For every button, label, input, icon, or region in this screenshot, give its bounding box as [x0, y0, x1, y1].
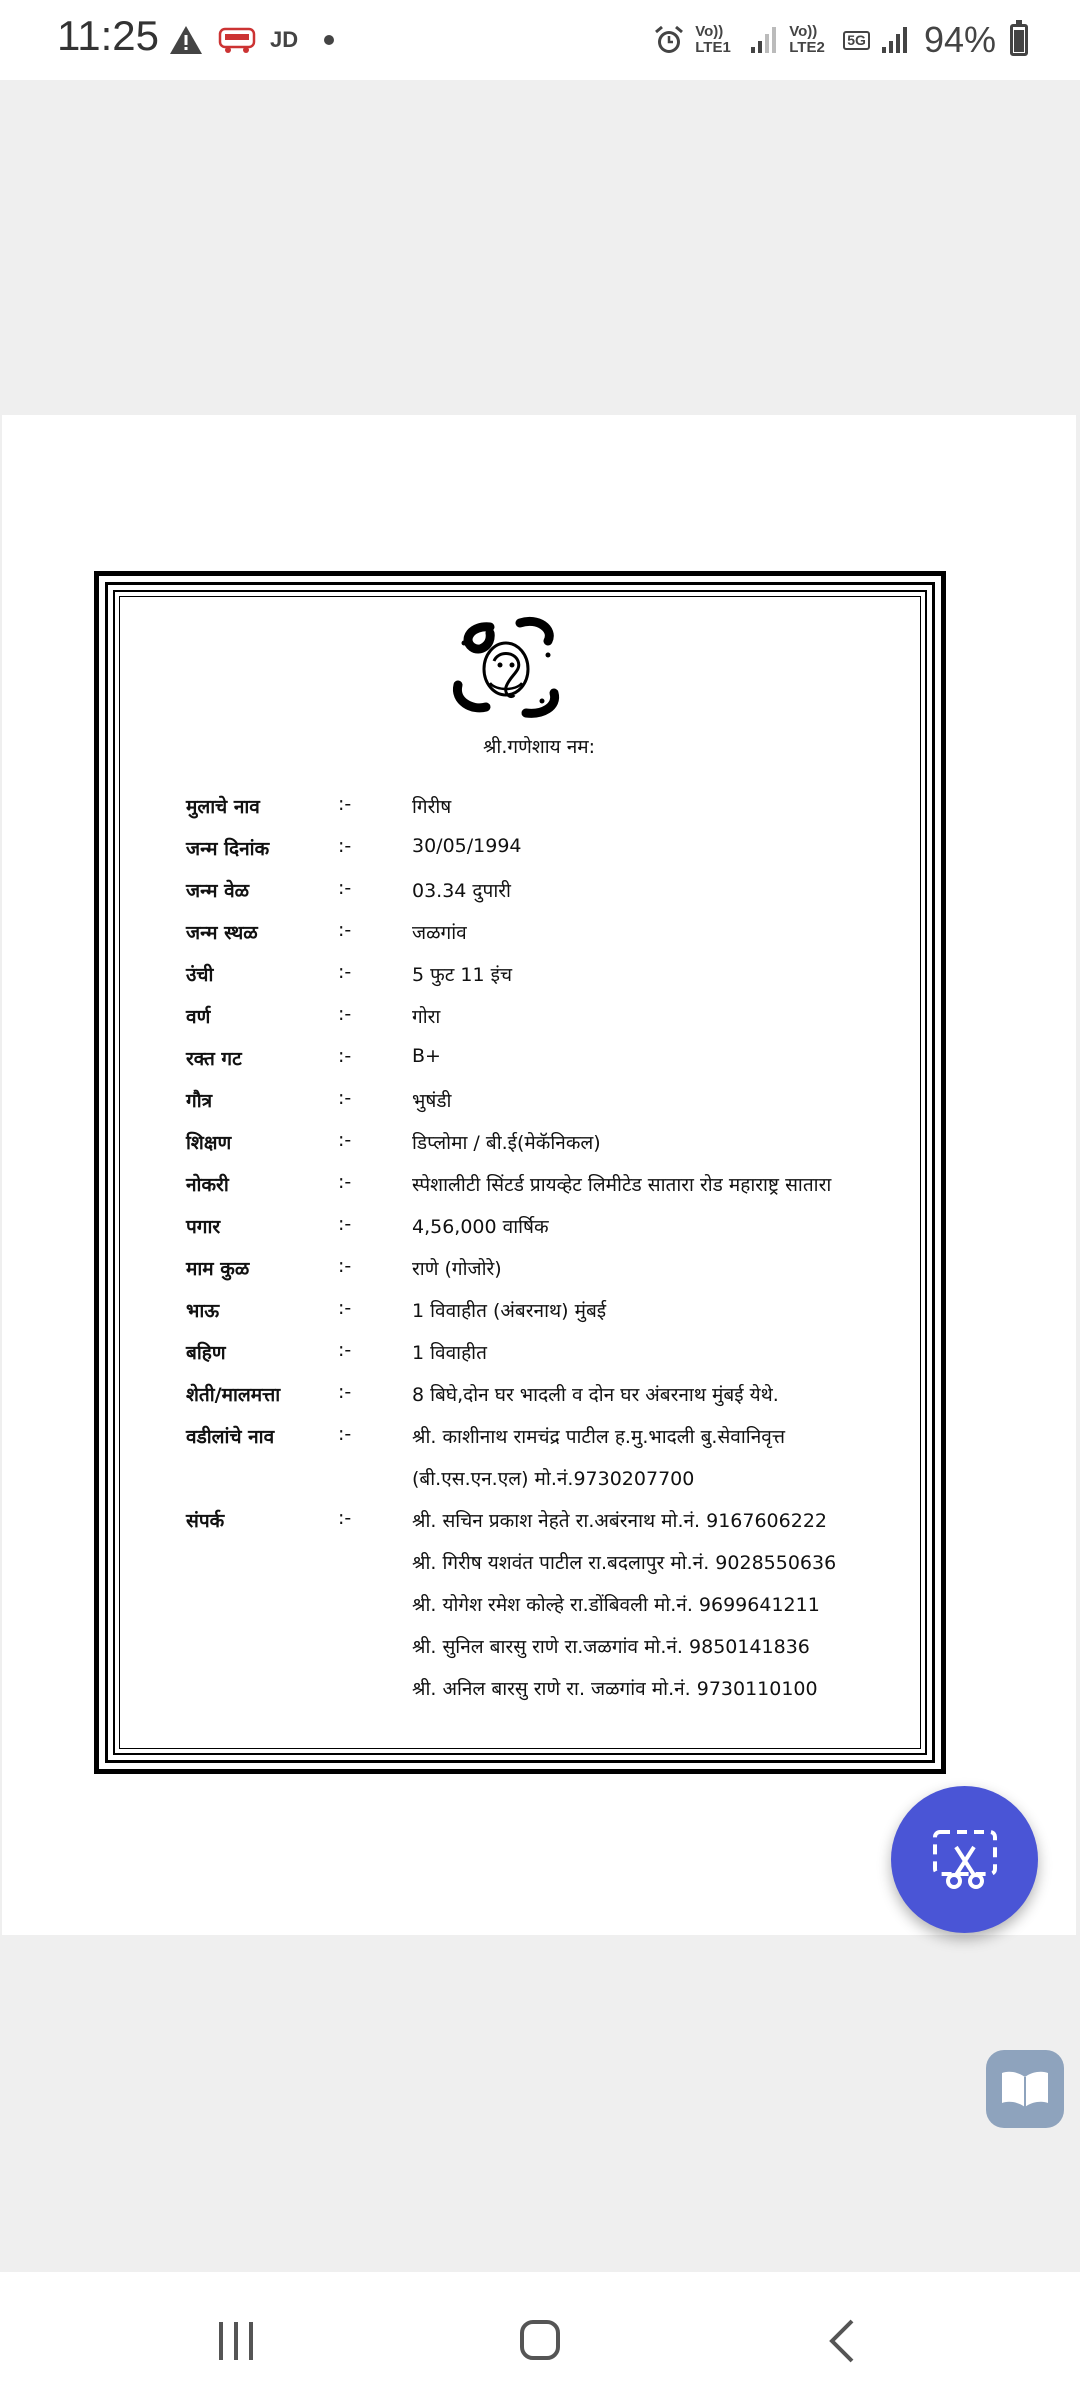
row-separator: :-: [338, 1507, 352, 1529]
row-value: गिरीष: [412, 796, 452, 818]
document-page: [2, 415, 1076, 1935]
row-label: जन्म वेळ: [186, 880, 250, 902]
row-value: राणे (गोजोरे): [412, 1258, 502, 1280]
jd-app-label: JD: [270, 27, 299, 52]
row-label: रक्त गट: [186, 1048, 242, 1070]
blessing-heading: श्री.गणेशाय नम:: [482, 736, 596, 758]
row-separator: :-: [338, 1339, 352, 1361]
row-value: गोरा: [412, 1006, 441, 1028]
row-separator: :-: [338, 1087, 352, 1109]
row-value: 4,56,000 वार्षिक: [412, 1216, 549, 1238]
row-separator: :-: [338, 1171, 352, 1193]
screenshot-crop-button[interactable]: [891, 1786, 1038, 1933]
row-label: माम कुळ: [186, 1258, 250, 1280]
row-label: शिक्षण: [186, 1132, 232, 1154]
row-value: श्री. काशीनाथ रामचंद्र पाटील ह.मु.भादली बु.सेवानिवृत्त: [412, 1426, 785, 1448]
warning-icon: [168, 24, 204, 56]
signal-icon-2: [880, 25, 910, 55]
row-value: श्री. सचिन प्रकाश नेहते रा.अबंरनाथ मो.नं. 9167606222: [412, 1510, 827, 1532]
row-separator: :-: [338, 1129, 352, 1151]
battery-percent: 94%: [923, 19, 996, 60]
row-separator: :-: [338, 877, 352, 899]
status-right-icons: [653, 18, 1028, 62]
row-value: (बी.एस.एन.एल) मो.नं.9730207700: [412, 1468, 695, 1490]
row-value: श्री. अनिल बारसु राणे रा. जळगांव मो.नं. 9730110100: [412, 1678, 818, 1700]
row-value: B+: [412, 1045, 441, 1067]
bus-app-icon: [218, 26, 256, 54]
signal-icon-1: [749, 25, 779, 55]
row-separator: :-: [338, 961, 352, 983]
row-value: श्री. योगेश रमेश कोल्हे रा.डोंबिवली मो.नं. 9699641211: [412, 1594, 820, 1616]
row-separator: :-: [338, 1423, 352, 1445]
reader-mode-button[interactable]: [986, 2050, 1064, 2128]
network-lte1: Vo)) LTE1: [695, 23, 731, 56]
status-left-icons: [168, 20, 334, 60]
row-value: 1 विवाहीत: [412, 1342, 487, 1364]
row-value: 5 फुट 11 इंच: [412, 964, 513, 986]
row-value: 1 विवाहीत (अंबरनाथ) मुंबई: [412, 1300, 607, 1322]
network-5g-badge: 5G: [843, 31, 870, 50]
battery-icon: [1010, 24, 1028, 56]
row-value: जळगांव: [412, 922, 467, 944]
alarm-icon: [653, 24, 685, 56]
row-separator: :-: [338, 919, 352, 941]
row-label: उंची: [186, 964, 214, 986]
recent-apps-icon[interactable]: [216, 2320, 256, 2362]
row-label: बहिण: [186, 1342, 226, 1364]
row-value: श्री. सुनिल बारसु राणे रा.जळगांव मो.नं. 9850141836: [412, 1636, 810, 1658]
notification-dot: [324, 35, 334, 45]
row-value: 03.34 दुपारी: [412, 880, 511, 902]
row-label: वडीलांचे नाव: [186, 1426, 275, 1448]
row-label: मुलाचे नाव: [186, 796, 260, 818]
row-separator: :-: [338, 1297, 352, 1319]
row-label: संपर्क: [186, 1510, 225, 1532]
reader-mode-icon: [999, 2069, 1051, 2109]
row-value: भुषंडी: [412, 1090, 452, 1112]
screenshot-crop-icon: [932, 1829, 998, 1891]
row-value: डिप्लोमा / बी.ई(मेकॅनिकल): [412, 1132, 601, 1154]
back-icon[interactable]: [826, 2318, 856, 2364]
row-value: 8 बिघे,दोन घर भादली व दोन घर अंबरनाथ मुंबई येथे.: [412, 1384, 779, 1406]
row-separator: :-: [338, 1255, 352, 1277]
row-separator: :-: [338, 1003, 352, 1025]
swastik-ganesh-emblem-icon: [450, 615, 562, 720]
row-label: वर्ण: [186, 1006, 211, 1028]
navigation-bar: [0, 2272, 1080, 2400]
row-label: शेती/मालमत्ता: [186, 1384, 281, 1406]
row-separator: :-: [338, 1213, 352, 1235]
row-value: 30/05/1994: [412, 835, 522, 857]
row-label: गौत्र: [186, 1090, 213, 1112]
row-label: नोकरी: [186, 1174, 229, 1196]
row-separator: :-: [338, 835, 352, 857]
row-label: पगार: [186, 1216, 221, 1238]
status-bar: [0, 0, 1080, 80]
row-separator: :-: [338, 793, 352, 815]
row-label: जन्म स्थळ: [186, 922, 258, 944]
home-icon[interactable]: [519, 2319, 561, 2361]
row-label: जन्म दिनांक: [186, 838, 270, 860]
status-time: 11:25: [57, 12, 159, 59]
network-lte2: Vo)) LTE2: [789, 23, 825, 56]
row-separator: :-: [338, 1381, 352, 1403]
row-value: श्री. गिरीष यशवंत पाटील रा.बदलापुर मो.नं. 9028550636: [412, 1552, 837, 1574]
row-label: भाऊ: [186, 1300, 220, 1322]
row-separator: :-: [338, 1045, 352, 1067]
row-value: स्पेशालीटी सिंटर्ड प्रायव्हेट लिमीटेड सातारा रोड महाराष्ट्र सातारा: [412, 1174, 832, 1196]
